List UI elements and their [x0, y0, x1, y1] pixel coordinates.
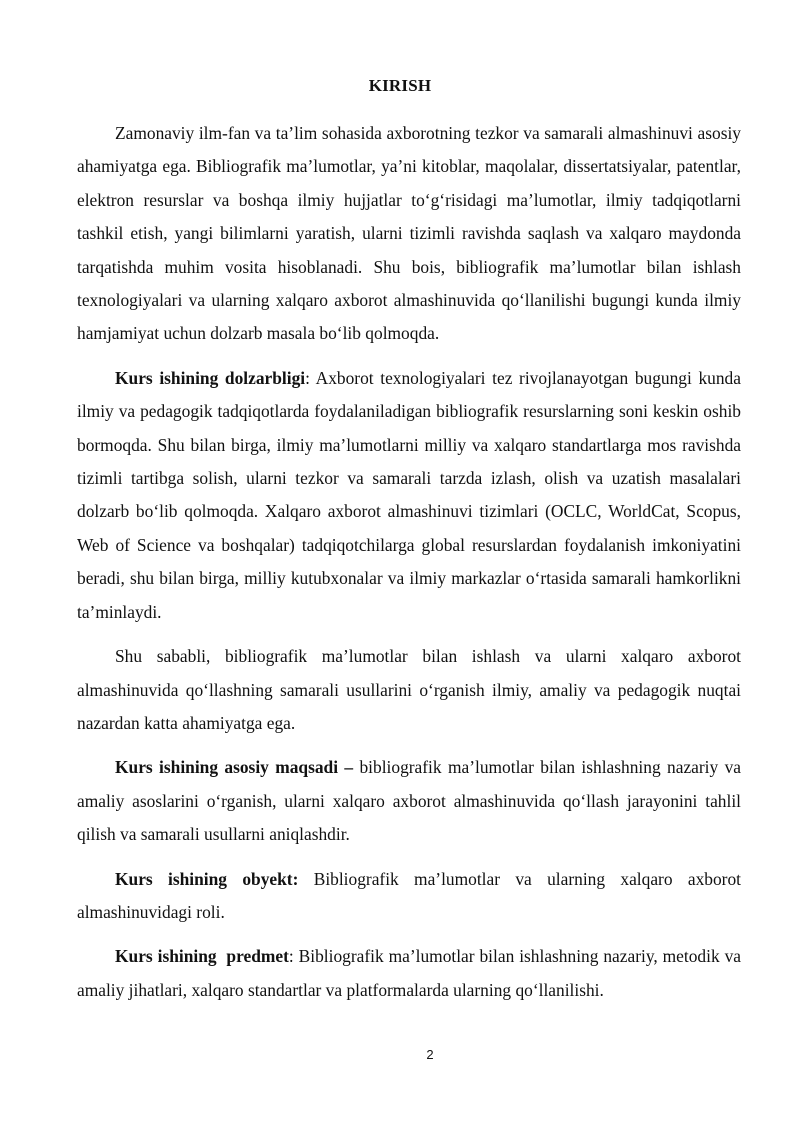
paragraph-separator	[298, 869, 313, 889]
paragraph-text: Shu sababli, bibliografik ma’lumotlar bilan ishlash va ularni xalqaro axborot almashinuvida qo‘llashning samarali usullarini o‘rganish ilmiy, amaliy va pedagogik nuqtai nazardan katta ahamiyatga ega.	[77, 646, 741, 733]
paragraph-separator: :	[305, 367, 316, 388]
paragraph-introduction	[77, 117, 741, 351]
paragraph-object	[77, 863, 741, 930]
paragraph-subject	[77, 940, 741, 1007]
paragraph-lead: Kurs ishining predmet	[115, 946, 289, 967]
paragraph-text: Bibliografik ma’lumotlar bilan ishlashning nazariy, metodik va amaliy jihatlari, xalqaro standartlar va platformalarda ularning qo‘llanilishi.	[77, 946, 741, 1000]
paragraph-text: bibliografik ma’lumotlar bilan ishlashning nazariy va amaliy asoslarini o‘rganish, ularni xalqaro axborot almashinuvida qo‘llash jarayonini tahlil qilish va samarali usullarni aniqlashdir.	[77, 757, 741, 845]
paragraph-goal	[77, 751, 741, 851]
page-number: 2	[426, 1047, 434, 1062]
paragraph-separator: :	[288, 946, 299, 967]
paragraph-lead: Kurs ishining dolzarbligi	[115, 367, 306, 388]
paragraph-lead: Kurs ishining asosiy maqsadi –	[115, 757, 354, 778]
paragraph-text: Axborot texnologiyalari tez rivojlanayotgan bugungi kunda ilmiy va pedagogik tadqiqotlarda foydalaniladigan bibliografik resurslarning soni keskin oshib bormoqda. Shu bilan birga, ilmiy ma’lumotlarni milliy va xalqaro standartlarga mos ravishda tizimli tartibga solish, ularni tezkor va samarali tarzda izlash, olish va uzatish masalalari dolzarb bo‘lib qolmoqda. Xalqaro axborot almashinuvi tizimlari (OCLC, WorldCat, Scopus, Web of Science va boshqalar) tadqiqotchilarga global resurslardan foydalanish imkoniyatini beradi, shu bilan birga, milliy kutubxonalar va ilmiy markazlar o‘rtasida samarali hamkorlikni ta’minlaydi.	[77, 367, 741, 622]
document-body	[77, 117, 741, 1007]
paragraph-reason	[77, 640, 741, 740]
paragraph-relevance	[77, 362, 741, 629]
paragraph-text: Zamonaviy ilm-fan va ta’lim sohasida axborotning tezkor va samarali almashinuvi asosiy ahamiyatga ega. Bibliografik ma’lumotlar, ya’ni kitoblar, maqolalar, dissertatsiyalar, patentlar, elektron resurslar va boshqa ilmiy hujjatlar to‘g‘risidagi ma’lumotlar, ilmiy tadqiqotlarni tashkil etish, yangi bilimlarni yaratish, ularni tizimli ravishda saqlash va xalqaro maydonda tarqatishda muhim vosita hisoblanadi. Shu bois, bibliografik ma’lumotlar bilan ishlash texnologiyalari va ularning xalqaro axborot almashinuvida qo‘llanilishi bugungi kunda ilmiy hamjamiyat uchun dolzarb masala bo‘lib qolmoqda.	[77, 123, 741, 344]
section-heading: KIRISH	[368, 76, 432, 95]
paragraph-lead: Kurs ishining obyekt:	[115, 868, 299, 889]
paragraph-text: Bibliografik ma’lumotlar va ularning xalqaro axborot almashinuvidagi roli.	[77, 868, 741, 922]
